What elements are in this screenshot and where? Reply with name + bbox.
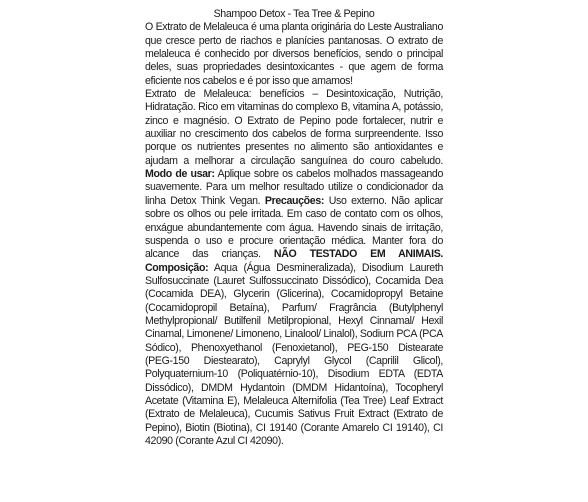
composition-heading: Composição: — [145, 261, 209, 274]
product-label — [145, 8, 443, 448]
usage-text: Aplique sobre os cabelos molhados massageando suavemente. Para um melhor resultado utilize o condicionador da linha Detox Think Vegan. — [145, 168, 444, 207]
precautions-heading: Precauções: — [264, 194, 325, 207]
product-title: Shampoo Detox - Tea Tree & Pepino — [213, 8, 375, 20]
not-tested-on-animals-notice: NÃO TESTADO EM ANIMAIS. — [273, 248, 443, 261]
benefits-text: Extrato de Melaleuca: benefícios – Desintoxicação, Nutrição, Hidratação. Rico em vitaminas do complexo B, vitamina A, potássio, zinco e magnésio. O Extrato de Pepino pode fortalecer, nutrir e auxiliar no crescimento dos cabelos de forma surpreendente. Isso porque os nutrientes presentes no alimento são antioxidantes e ajudam a melhorar a circulação sanguínea do couro cabeludo. — [145, 88, 443, 167]
composition-text: Aqua (Água Desmineralizada), Disodium Laureth Sulfosuccinate (Lauret Sulfossuccinato Dissódico), Cocamida Dea (Cocamida DEA), Glycerin (Glicerina), Cocamidopropyl Betaine (Cocamidopropil Betaína), Parfum/ Fragrância (Butylphenyl Methylpropional/ Butilfenil Metilpropional, Hexyl Cinnamal/ Hexil Cinamal, Limonene/ Limoneno, Linalool/ Linalol), Sodium PCA (PCA Sódico), Phenoxyethanol (Fenoxietanol), PEG-150 Distearate (PEG-150 Diestearato), Caprylyl Glycol (Caprilil Glicol), Polyquaternium-10 (Poliquatérnio-10), Disodium EDTA (EDTA Dissódico), DMDM Hydantoin (DMDM Hidantoína), Tocopheryl Acetate (Vitamina E), Melaleuca Alternifolia (Tea Tree) Leaf Extract (Extrato de Melaleuca), Cucumis Sativus Fruit Extract (Extrato de Pepino), Biotin (Biotina), CI 19140 (Corante Amarelo CI 19140), CI 42090 (Corante Azul CI 42090). — [145, 261, 443, 447]
intro-paragraph: O Extrato de Melaleuca é uma planta originária do Leste Australiano que cresce perto de riachos e planícies pantanosas. O extrato de melaleuca é conhecido por diversos benefícios, sendo o principal deles, suas propriedades desintoxicantes - que agem de forma eficiente nos cabelos e é por isso que amamos! — [145, 21, 443, 87]
details-paragraph — [145, 88, 443, 448]
usage-heading: Modo de usar: — [145, 168, 215, 181]
precautions-text: Uso externo. Não aplicar sobre os olhos ou pele irritada. Em caso de contato com os olhos, enxágue abundantemente com água. Havendo sinais de irritação, suspenda o uso e procure orientação médica. Manter fora do alcance das crianças. — [145, 194, 443, 261]
